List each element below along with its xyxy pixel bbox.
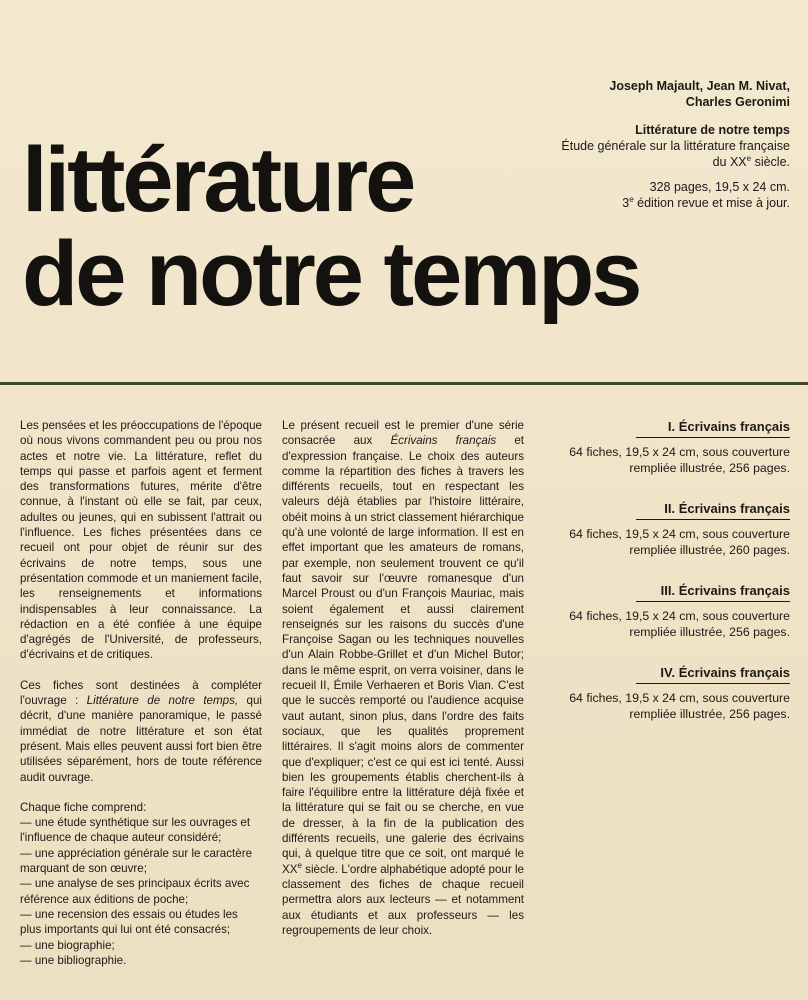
text: qui décrit, d'une manière panoramique, le passé immédiat de notre littérature et son état présent. Mais elles peuvent aussi fort bien être utilisées séparément, hors de toute référence audit ouvrage. — [20, 694, 262, 784]
series-title: I. Écrivains français — [636, 418, 790, 438]
text-column-middle — [282, 418, 524, 953]
paragraph: Les pensées et les préoccupations de l'époque où nous vivons commandent peu ou prou nos actes et notre vie. La littérature, reflet du temps qui passe et parfois agent et ferment des transformations futures, mérite d'être connue, à l'instant où elle se fait, par ceux, adultes ou jeunes, qui en subissent l'attrait ou l'influence. Les fiches présentées dans ce recueil ont pour objet de réunir sur des écrivains de notre temps, sous une présentation commode et un maniement facile, les renseignements et informations indispensables à leur connaissance. La rédaction en a été confiée à une équipe d'agrégés de l'Université, de professeurs, d'écrivains et de critiques. — [20, 419, 262, 662]
authors-line: Joseph Majault, Jean M. Nivat, — [609, 79, 790, 93]
subtitle-line: Étude générale sur la littérature française — [561, 139, 790, 153]
book-title: Littérature de notre temps — [635, 123, 790, 137]
series-title: IV. Écrivains français — [636, 664, 790, 684]
edition-text: édition revue et mise à jour. — [633, 196, 790, 210]
text: et d'expression française. Le choix des auteurs comme la répartition des fiches à travers les différents recueils, tout en respectant les valeurs déjà établies par l'histoire littéraire, obéit moins à un strict classement hiérarchique qu'à une volonté de large information. Il est en effet important que les amateurs de romans, par exemple, non seulement trouvent ce qu'il faut savoir sur l'œuvre romanesque d'un Marcel Proust ou d'un François Mauriac, mais soient également et aussi clairement renseignés sur les raisons du succès d'une Françoise Sagan ou les techniques nouvelles d'un Alain Robbe-Grillet et d'un Michel Butor; dans le même esprit, on verra voisiner, dans le recueil II, Émile Verhaeren et Boris Vian. C'est que le succès remporté ou l'audience acquise vaut autant, sinon plus, dans l'ordre des faits sociaux, que les qualités proprement littéraires. Il s'agit moins alors de commenter que d'expliquer; c'est ce qui est ici tenté. Aussi bien les groupements établis cherchent-ils à faire l'équilibre entre la littérature déjà fixée et la littérature qui se fait ou se cherche, en vue de dresser, à la fin de la publication des différents recueils, une galerie des écrivains qui, à quelque titre que ce soit, ont marqué le XX — [282, 434, 524, 876]
description-line: 64 fiches, 19,5 x 24 cm, sous couverture — [569, 445, 790, 459]
edition-number: 3 — [622, 196, 630, 210]
series-description — [540, 526, 790, 558]
list-item: — une biographie; — [20, 938, 115, 952]
book-reference: Littérature de notre temps, — [86, 694, 239, 708]
series-entry — [540, 582, 790, 640]
description-line: 64 fiches, 19,5 x 24 cm, sous couverture — [569, 609, 790, 623]
subtitle-text: siècle. — [751, 155, 790, 169]
description-line: 64 fiches, 19,5 x 24 cm, sous couverture — [569, 691, 790, 705]
text: Ces fiches sont destinées à compléter l'ouvrage : — [20, 678, 262, 708]
list-item: — une appréciation générale sur le caractère marquant de son œuvre; — [20, 846, 253, 876]
series-description — [540, 444, 790, 476]
description-line: rempliée illustrée, 256 pages. — [629, 461, 790, 475]
subtitle-text: du XX — [712, 155, 747, 169]
authors — [460, 78, 790, 110]
paragraph — [282, 418, 524, 938]
description-line: rempliée illustrée, 256 pages. — [629, 625, 790, 639]
series-entry — [540, 664, 790, 722]
description-line: rempliée illustrée, 260 pages. — [629, 543, 790, 557]
series-title: II. Écrivains français — [636, 500, 790, 520]
headline-line: littérature — [22, 129, 414, 231]
text: siècle. L'ordre alphabétique adopté pour le classement des fiches de chaque recueil permettra alors aux lecteurs — et notamment aux étudiants et aux professeurs — les regroupements de leur choix. — [282, 862, 524, 937]
superscript: e — [297, 860, 302, 870]
description-line: 64 fiches, 19,5 x 24 cm, sous couverture — [569, 527, 790, 541]
list-item: — une analyse de ses principaux écrits avec référence aux éditions de poche; — [20, 877, 250, 906]
series-reference: Écrivains français — [390, 434, 497, 448]
divider-rule — [0, 382, 808, 385]
superscript: e — [629, 194, 634, 204]
contents-list — [20, 800, 262, 968]
series-description — [540, 608, 790, 640]
list-intro: Chaque fiche comprend: — [20, 800, 147, 814]
series-description — [540, 690, 790, 722]
list-item: — une recension des essais ou études les plus importants qui lui ont été consacrés; — [20, 907, 238, 937]
text-column-left — [20, 418, 262, 968]
text: Le présent recueil est le premier d'une série consacrée aux — [282, 419, 524, 448]
list-item: — une bibliographie. — [20, 953, 127, 967]
headline-line: de notre temps — [22, 223, 640, 325]
series-entry — [540, 500, 790, 558]
series-list — [540, 418, 790, 746]
book-specs: 328 pages, 19,5 x 24 cm. — [649, 180, 790, 194]
series-entry — [540, 418, 790, 476]
list-item: — une étude synthétique sur les ouvrages et l'influence de chaque auteur considéré; — [20, 816, 251, 845]
headline — [22, 130, 639, 324]
description-line: rempliée illustrée, 256 pages. — [629, 707, 790, 721]
paragraph — [20, 678, 262, 785]
authors-line: Charles Geronimi — [685, 95, 790, 109]
series-title: III. Écrivains français — [636, 582, 790, 602]
superscript: e — [746, 153, 752, 163]
